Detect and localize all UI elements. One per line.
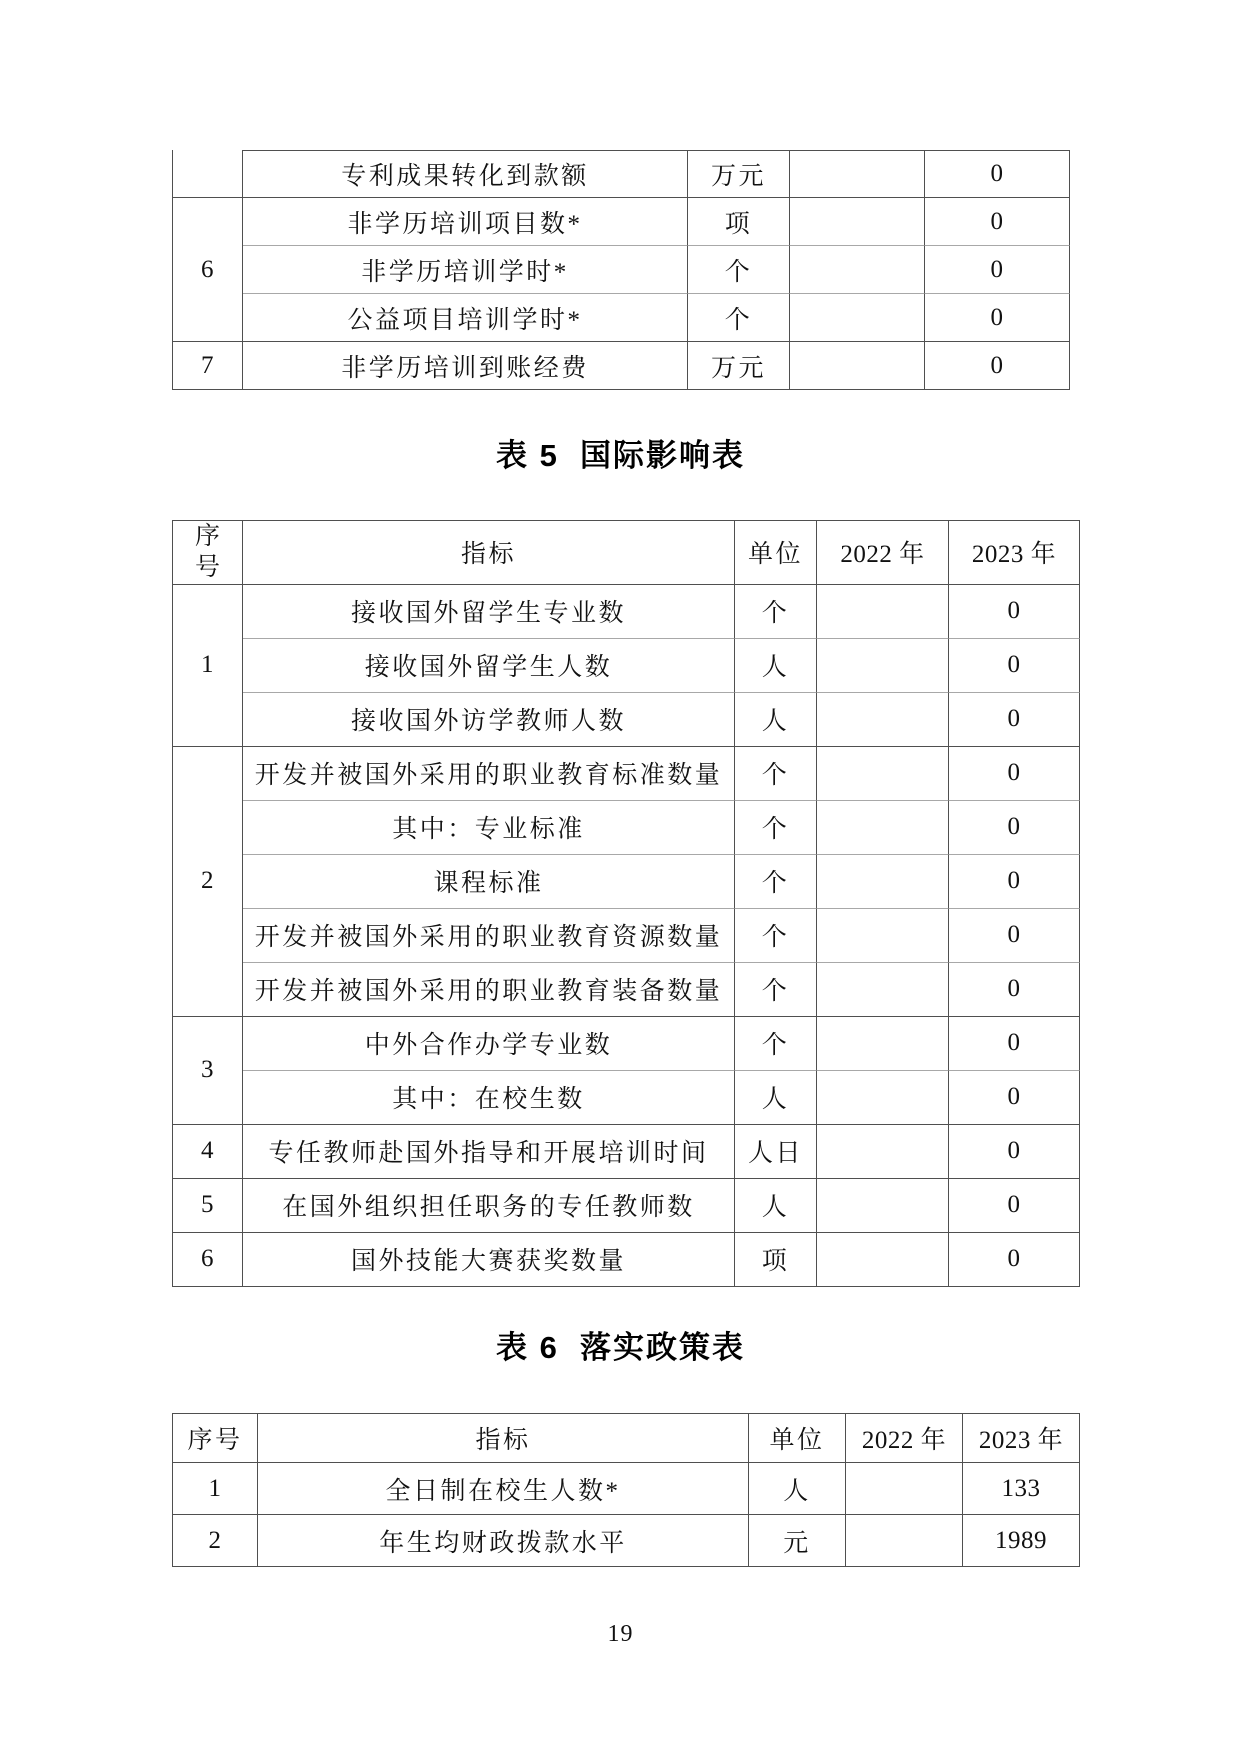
table-row	[172, 801, 1080, 855]
table5-title: 表 5 国际影响表	[495, 438, 746, 473]
unit-cell: 人	[735, 639, 817, 693]
indicator-cell: 非学历培训项目数*	[243, 198, 688, 246]
table-row	[172, 198, 1070, 246]
unit-cell: 元	[749, 1515, 846, 1567]
seq-cell: 1	[172, 1463, 258, 1515]
value-2022-cell	[817, 963, 949, 1017]
indicator-cell: 接收国外留学生专业数	[243, 585, 735, 639]
header-seq-label: 序号	[194, 523, 220, 582]
header-seq	[172, 520, 243, 585]
indicator-cell: 开发并被国外采用的职业教育标准数量	[243, 747, 735, 801]
header-2022: 2022 年	[817, 520, 949, 585]
value-2022-cell	[790, 342, 925, 390]
seq-cell: 4	[172, 1125, 243, 1179]
value-2022-cell	[846, 1515, 963, 1567]
unit-cell: 个	[735, 909, 817, 963]
value-2023-cell: 0	[949, 1179, 1080, 1233]
unit-cell: 人	[735, 693, 817, 747]
unit-cell: 项	[735, 1233, 817, 1287]
unit-cell: 个	[688, 246, 790, 294]
unit-cell: 个	[688, 294, 790, 342]
header-indicator: 指标	[258, 1413, 749, 1463]
value-2023-cell: 0	[949, 855, 1080, 909]
value-2023-cell: 0	[925, 294, 1070, 342]
header-unit: 单位	[735, 520, 817, 585]
indicator-cell: 接收国外留学生人数	[243, 639, 735, 693]
value-2022-cell	[817, 1071, 949, 1125]
header-seq: 序号	[172, 1413, 258, 1463]
value-2022-cell	[817, 909, 949, 963]
value-2022-cell	[817, 801, 949, 855]
table-6-policy-implementation	[172, 1413, 1080, 1567]
table-row	[172, 909, 1080, 963]
table-row	[172, 1515, 1080, 1567]
value-2023-cell: 0	[925, 150, 1070, 198]
table-row	[172, 246, 1070, 294]
table-top-continuation	[172, 150, 1070, 390]
indicator-cell: 年生均财政拨款水平	[258, 1515, 749, 1567]
unit-cell: 个	[735, 1017, 817, 1071]
value-2022-cell	[817, 747, 949, 801]
indicator-cell: 在国外组织担任职务的专任教师数	[243, 1179, 735, 1233]
value-2022-cell	[790, 198, 925, 246]
unit-cell: 人	[735, 1071, 817, 1125]
table-row	[172, 639, 1080, 693]
page-number: 19	[607, 1621, 634, 1647]
indicator-cell: 国外技能大赛获奖数量	[243, 1233, 735, 1287]
unit-cell: 万元	[688, 342, 790, 390]
value-2023-cell: 0	[925, 246, 1070, 294]
seq-cell: 2	[172, 1515, 258, 1567]
indicator-cell: 专任教师赴国外指导和开展培训时间	[243, 1125, 735, 1179]
indicator-cell: 其中：专业标准	[243, 801, 735, 855]
table-header-row	[172, 520, 1080, 585]
value-2023-cell: 0	[949, 1017, 1080, 1071]
table-row	[172, 1179, 1080, 1233]
value-2022-cell	[846, 1463, 963, 1515]
value-2022-cell	[790, 150, 925, 198]
value-2022-cell	[790, 246, 925, 294]
value-2023-cell: 0	[949, 1071, 1080, 1125]
value-2022-cell	[817, 1179, 949, 1233]
indicator-cell: 全日制在校生人数*	[258, 1463, 749, 1515]
indicator-cell: 非学历培训到账经费	[243, 342, 688, 390]
indicator-cell: 专利成果转化到款额	[243, 150, 688, 198]
unit-cell: 项	[688, 198, 790, 246]
unit-cell: 个	[735, 747, 817, 801]
seq-cell: 6	[172, 198, 243, 342]
value-2022-cell	[817, 1233, 949, 1287]
table-row	[172, 150, 1070, 198]
value-2022-cell	[817, 1125, 949, 1179]
table6-title: 表 6 落实政策表	[495, 1330, 746, 1365]
table-row	[172, 342, 1070, 390]
value-2022-cell	[817, 1017, 949, 1071]
table-row	[172, 1233, 1080, 1287]
header-2023: 2023 年	[963, 1413, 1080, 1463]
value-2022-cell	[817, 639, 949, 693]
seq-cell	[172, 150, 243, 198]
value-2023-cell: 133	[963, 1463, 1080, 1515]
indicator-cell: 接收国外访学教师人数	[243, 693, 735, 747]
table-5-international-influence	[172, 520, 1080, 1287]
value-2022-cell	[817, 693, 949, 747]
unit-cell: 个	[735, 585, 817, 639]
indicator-cell: 课程标准	[243, 855, 735, 909]
indicator-cell: 其中：在校生数	[243, 1071, 735, 1125]
value-2023-cell: 0	[949, 747, 1080, 801]
value-2023-cell: 0	[925, 198, 1070, 246]
table-row	[172, 747, 1080, 801]
header-2023: 2023 年	[949, 520, 1080, 585]
unit-cell: 个	[735, 963, 817, 1017]
value-2023-cell: 0	[949, 963, 1080, 1017]
table-row	[172, 1463, 1080, 1515]
value-2023-cell: 0	[949, 585, 1080, 639]
indicator-cell: 开发并被国外采用的职业教育资源数量	[243, 909, 735, 963]
value-2022-cell	[817, 855, 949, 909]
table-row	[172, 963, 1080, 1017]
seq-cell: 7	[172, 342, 243, 390]
seq-cell: 2	[172, 747, 243, 1017]
table-row	[172, 693, 1080, 747]
header-indicator: 指标	[243, 520, 735, 585]
indicator-cell: 开发并被国外采用的职业教育装备数量	[243, 963, 735, 1017]
value-2022-cell	[790, 294, 925, 342]
value-2023-cell: 0	[949, 909, 1080, 963]
indicator-cell: 公益项目培训学时*	[243, 294, 688, 342]
value-2023-cell: 0	[949, 1233, 1080, 1287]
seq-cell: 1	[172, 585, 243, 747]
table-row	[172, 585, 1080, 639]
indicator-cell: 非学历培训学时*	[243, 246, 688, 294]
table-row	[172, 1017, 1080, 1071]
value-2023-cell: 1989	[963, 1515, 1080, 1567]
seq-cell: 5	[172, 1179, 243, 1233]
value-2023-cell: 0	[949, 1125, 1080, 1179]
table-row	[172, 1071, 1080, 1125]
table-row	[172, 294, 1070, 342]
unit-cell: 个	[735, 855, 817, 909]
value-2022-cell	[817, 585, 949, 639]
table-header-row	[172, 1413, 1080, 1463]
table-row	[172, 1125, 1080, 1179]
table-row	[172, 855, 1080, 909]
unit-cell: 万元	[688, 150, 790, 198]
header-unit: 单位	[749, 1413, 846, 1463]
value-2023-cell: 0	[949, 801, 1080, 855]
seq-cell: 6	[172, 1233, 243, 1287]
unit-cell: 个	[735, 801, 817, 855]
value-2023-cell: 0	[949, 693, 1080, 747]
unit-cell: 人	[749, 1463, 846, 1515]
seq-cell: 3	[172, 1017, 243, 1125]
unit-cell: 人	[735, 1179, 817, 1233]
header-2022: 2022 年	[846, 1413, 963, 1463]
value-2023-cell: 0	[925, 342, 1070, 390]
indicator-cell: 中外合作办学专业数	[243, 1017, 735, 1071]
unit-cell: 人日	[735, 1125, 817, 1179]
value-2023-cell: 0	[949, 639, 1080, 693]
